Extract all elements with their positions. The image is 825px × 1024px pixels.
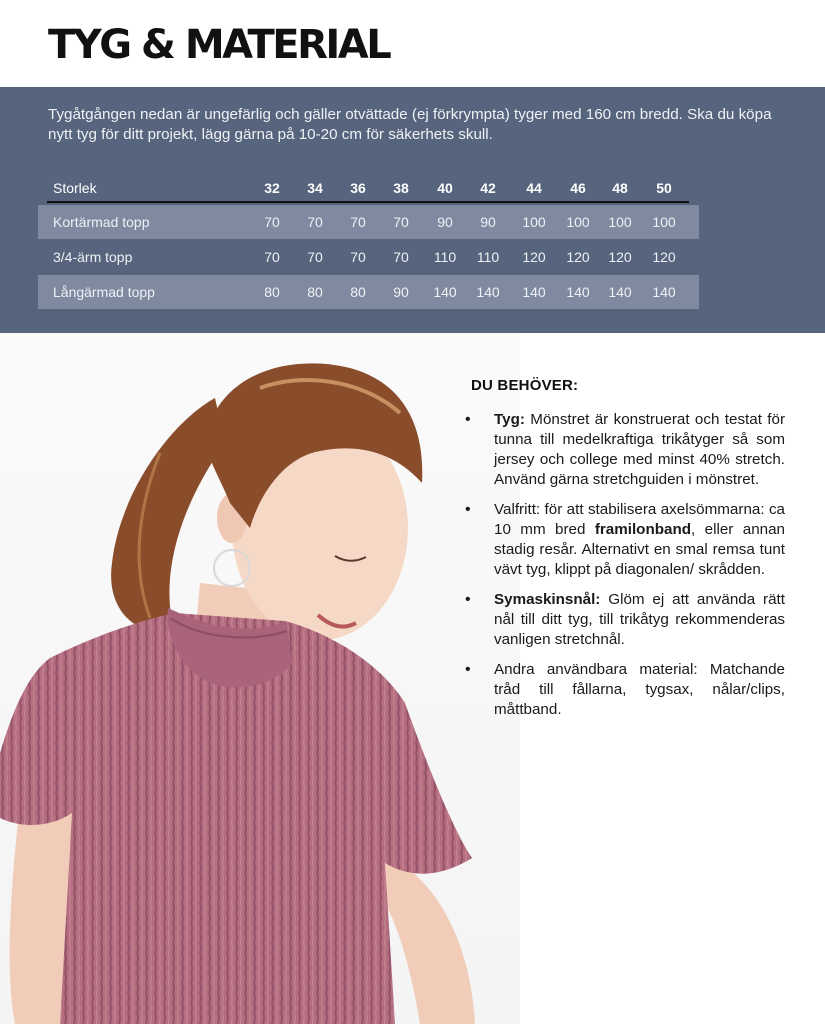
item-text: , eller annan stadig resår. Alternativt en smal remsa tunt vävt tyg, klippt på diagonalen/ skrådden. [494,521,785,578]
bullet-icon: • [465,501,471,518]
table-cell: 90 [480,214,496,230]
size-header-cell: 44 [526,180,542,196]
woman-in-pink-top-illustration [0,333,520,1024]
table-row [38,240,699,274]
item-keyword: Tyg: [494,411,525,428]
fabric-info-band [0,87,825,333]
fabric-intro-text: Tygåtgången nedan är ungefärlig och gäller otvättade (ej förkrympta) tyger med 160 cm bredd. Ska du köpa nytt tyg för ditt projekt, lägg gärna på 10-20 cm för säkerhets skull. [48,106,772,143]
size-header-cell: 32 [264,180,280,196]
row-label: 3/4-ärm topp [53,249,133,265]
item-text: Valfritt: för att stabilisera axelsömmarna: ca 10 mm bred [494,501,785,538]
table-cell: 140 [608,284,632,300]
table-cell: 100 [566,214,590,230]
table-cell: 100 [608,214,632,230]
table-cell: 70 [393,214,409,230]
requirements-section [463,377,785,730]
size-header-cell: 46 [570,180,586,196]
table-header-row [38,173,699,203]
size-header-cell: 50 [656,180,672,196]
row-label: Kortärmad topp [53,214,150,230]
table-cell: 140 [522,284,546,300]
size-header-cell: 36 [350,180,366,196]
table-cell: 70 [393,249,409,265]
table-cell: 120 [522,249,546,265]
size-header-cell: 34 [307,180,323,196]
bullet-icon: • [465,661,471,678]
table-cell: 70 [307,214,323,230]
size-header-cell: 40 [437,180,453,196]
item-keyword: framilonband [594,521,692,538]
table-cell: 70 [264,249,280,265]
list-item [463,410,785,490]
table-cell: 70 [350,249,366,265]
table-cell: 120 [652,249,676,265]
size-header-cell: 48 [612,180,628,196]
list-item [463,660,785,720]
table-cell: 100 [652,214,676,230]
table-cell: 90 [393,284,409,300]
model-photo [0,333,520,1024]
table-cell: 70 [264,214,280,230]
page-title: TYG & MATERIAL [48,22,390,68]
bullet-icon: • [465,411,471,428]
table-cell: 110 [476,249,500,265]
table-cell: 80 [264,284,280,300]
table-cell: 110 [433,249,457,265]
table-cell: 70 [307,249,323,265]
item-text: Mönstret är konstruerat och testat för tunna till medelkraftiga trikåtyger så som jersey och college med minst 40% stretch. Använd gärna stretchguiden i mönstret. [494,411,785,488]
table-row [38,205,699,239]
fabric-size-table [38,173,699,309]
table-cell: 140 [566,284,590,300]
size-header-cell: 38 [393,180,409,196]
table-row [38,275,699,309]
table-cell: 120 [608,249,632,265]
table-cell: 80 [307,284,323,300]
table-cell: 70 [350,214,366,230]
list-item [463,500,785,580]
requirements-list [463,410,785,720]
bullet-icon: • [465,591,471,608]
table-cell: 140 [433,284,457,300]
row-label: Långärmad topp [53,284,155,300]
list-item [463,590,785,650]
size-header-cell: 42 [480,180,496,196]
table-cell: 140 [652,284,676,300]
size-header-label: Storlek [53,180,97,196]
table-cell: 80 [350,284,366,300]
table-cell: 140 [476,284,500,300]
table-cell: 100 [522,214,546,230]
item-keyword: Symaskinsnål: [494,591,601,608]
table-cell: 120 [566,249,590,265]
table-cell: 90 [437,214,453,230]
requirements-heading: DU BEHÖVER: [471,377,579,394]
item-text: Glöm ej att använda rätt nål till ditt tyg, till trikåtyg rekommenderas vanligen stretchnål. [494,591,785,648]
item-text: Andra användbara material: Matchande tråd till fållarna, tygsax, nålar/clips, måttband. [494,661,785,718]
